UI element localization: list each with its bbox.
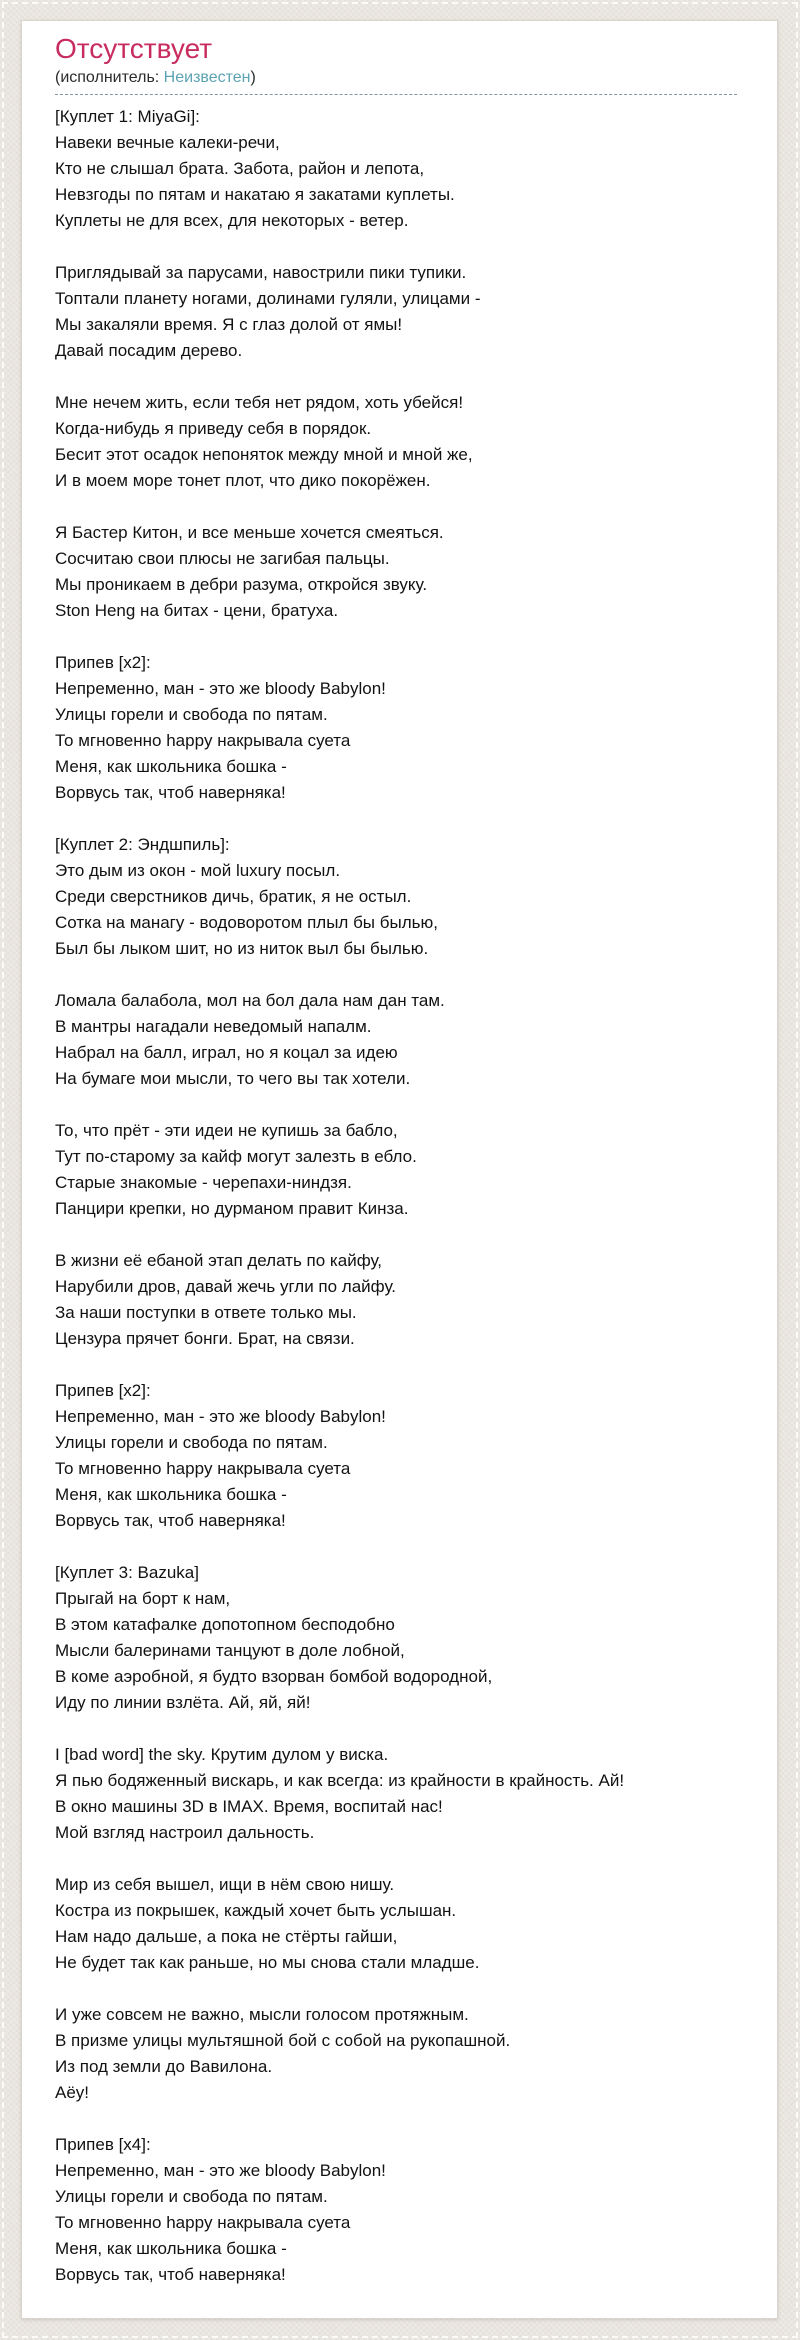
lyric-line	[55, 1352, 755, 1378]
lyric-line: Ломала балабола, мол на бол дала нам дан там.	[55, 991, 445, 1010]
lyric-line: В жизни её ебаной этап делать по кайфу,	[55, 1251, 383, 1270]
lyric-line: Аёу!	[55, 2083, 90, 2102]
lyric-line: Сосчитаю свои плюсы не загибая пальцы.	[55, 549, 390, 568]
lyric-line: Сотка на манагу - водоворотом плыл бы былью,	[55, 913, 438, 932]
lyric-line: Костра из покрышек, каждый хочет быть услышан.	[55, 1901, 457, 1920]
lyric-line	[55, 2106, 755, 2132]
lyric-line: В этом катафалке допотопном бесподобно	[55, 1615, 395, 1634]
lyric-line	[55, 234, 755, 260]
lyric-line: Был бы лыком шит, но из ниток выл бы былью.	[55, 939, 429, 958]
lyric-line: Я Бастер Китон, и все меньше хочется смеяться.	[55, 523, 444, 542]
lyric-line: Панцири крепки, но дурманом правит Кинза.	[55, 1199, 409, 1218]
lyric-line: Куплеты не для всех, для некоторых - ветер.	[55, 211, 409, 230]
lyric-line: Ворвусь так, чтоб наверняка!	[55, 2265, 286, 2284]
lyric-line: Среди сверстников дичь, братик, я не остыл.	[55, 887, 412, 906]
lyric-line: Мир из себя вышел, ищи в нём свою нишу.	[55, 1875, 395, 1894]
performer-suffix: )	[250, 69, 256, 86]
lyric-line: Улицы горели и свобода по пятам.	[55, 2187, 328, 2206]
lyric-line: Прыгай на борт к нам,	[55, 1589, 231, 1608]
lyric-line	[55, 1534, 755, 1560]
lyric-line: И в моем море тонет плот, что дико покорёжен.	[55, 471, 431, 490]
lyric-line: Давай посадим дерево.	[55, 341, 243, 360]
lyric-line: Невзгоды по пятам и накатаю я закатами куплеты.	[55, 185, 455, 204]
lyric-line	[55, 1092, 755, 1118]
lyric-line: Мой взгляд настроил дальность.	[55, 1823, 315, 1842]
lyric-line: Тут по-старому за кайф могут залезть в ебло.	[55, 1147, 417, 1166]
lyric-line	[55, 1846, 755, 1872]
lyric-line: Ворвусь так, чтоб наверняка!	[55, 1511, 286, 1530]
lyric-line: Припев [x2]:	[55, 653, 151, 672]
lyric-line	[55, 962, 755, 988]
lyric-line	[55, 364, 755, 390]
lyric-line: Улицы горели и свобода по пятам.	[55, 1433, 328, 1452]
lyric-line: [Куплет 3: Bazuka]	[55, 1563, 199, 1582]
header-divider	[55, 94, 737, 95]
lyric-line: I [bad word] the sky. Крутим дулом у виска.	[55, 1745, 389, 1764]
lyric-line: Нарубили дров, давай жечь угли по лайфу.	[55, 1277, 396, 1296]
lyric-line: Улицы горели и свобода по пятам.	[55, 705, 328, 724]
lyrics-card	[21, 20, 778, 2319]
lyric-line: В мантры нагадали неведомый напалм.	[55, 1017, 372, 1036]
lyric-line: Меня, как школьника бошка -	[55, 2239, 287, 2258]
lyric-line: Непременно, ман - это же bloody Babylon!	[55, 679, 386, 698]
lyric-line: Старые знакомые - черепахи-ниндзя.	[55, 1173, 352, 1192]
lyric-line: Непременно, ман - это же bloody Babylon!	[55, 2161, 386, 2180]
song-title: Отсутствует	[55, 33, 213, 64]
lyric-line: В окно машины 3D в IMAX. Время, воспитай нас!	[55, 1797, 443, 1816]
lyric-line: Непременно, ман - это же bloody Babylon!	[55, 1407, 386, 1426]
lyric-line	[55, 1222, 755, 1248]
lyric-line: На бумаге мои мысли, то чего вы так хотели.	[55, 1069, 411, 1088]
lyric-line: Это дым из окон - мой luxury посыл.	[55, 861, 341, 880]
lyric-line: Припев [x4]:	[55, 2135, 151, 2154]
performer-link[interactable]: Неизвестен	[163, 69, 251, 86]
lyric-line: И уже совсем не важно, мысли голосом протяжным.	[55, 2005, 469, 2024]
lyric-line: Иду по линии взлёта. Ай, яй, яй!	[55, 1693, 311, 1712]
lyric-line: За наши поступки в ответе только мы.	[55, 1303, 357, 1322]
lyric-line: В призме улицы мультяшной бой с собой на рукопашной.	[55, 2031, 511, 2050]
lyric-line: Мысли балеринами танцуют в доле лобной,	[55, 1641, 405, 1660]
lyric-line: Топтали планету ногами, долинами гуляли, улицами -	[55, 289, 481, 308]
lyric-line: Припев [x2]:	[55, 1381, 151, 1400]
lyric-line: То мгновенно happy накрывала суета	[55, 731, 351, 750]
lyric-line: Нам надо дальше, а пока не стёрты гайши,	[55, 1927, 398, 1946]
lyric-line: Когда-нибудь я приведу себя в порядок.	[55, 419, 372, 438]
lyric-line: Ворвусь так, чтоб наверняка!	[55, 783, 286, 802]
lyric-line	[55, 494, 755, 520]
lyric-line: Меня, как школьника бошка -	[55, 1485, 287, 1504]
lyrics-text	[55, 104, 755, 2288]
lyric-line	[55, 806, 755, 832]
lyric-line: Кто не слышал брата. Забота, район и лепота,	[55, 159, 425, 178]
lyric-line: Не будет так как раньше, но мы снова стали младше.	[55, 1953, 480, 1972]
lyric-line: В коме аэробной, я будто взорван бомбой водородной,	[55, 1667, 493, 1686]
lyric-line: [Куплет 1: MiyaGi]:	[55, 107, 200, 126]
lyric-line: Навеки вечные калеки-речи,	[55, 133, 280, 152]
lyric-line: То мгновенно happy накрывала суета	[55, 1459, 351, 1478]
lyric-line: [Куплет 2: Эндшпиль]:	[55, 835, 230, 854]
performer-line	[55, 68, 755, 94]
lyric-line: Набрал на балл, играл, но я коцал за идею	[55, 1043, 398, 1062]
performer-prefix: (исполнитель:	[55, 69, 164, 86]
lyric-line	[55, 1716, 755, 1742]
lyric-line: То мгновенно happy накрывала суета	[55, 2213, 351, 2232]
lyric-line	[55, 624, 755, 650]
lyric-line: Мне нечем жить, если тебя нет рядом, хоть убейся!	[55, 393, 464, 412]
lyric-line: Из под земли до Вавилона.	[55, 2057, 273, 2076]
lyric-line: Я пью бодяженный вискарь, и как всегда: из крайности в крайность. Ай!	[55, 1771, 625, 1790]
lyric-line: То, что прёт - эти идеи не купишь за бабло,	[55, 1121, 398, 1140]
lyric-line: Меня, как школьника бошка -	[55, 757, 287, 776]
lyric-line: Бесит этот осадок непоняток между мной и мной же,	[55, 445, 473, 464]
lyric-line: Ston Heng на битах - цени, братуха.	[55, 601, 339, 620]
lyric-line: Мы проникаем в дебри разума, откройся звуку.	[55, 575, 428, 594]
lyric-line: Мы закаляли время. Я с глаз долой от ямы!	[55, 315, 403, 334]
lyric-line: Цензура прячет бонги. Брат, на связи.	[55, 1329, 355, 1348]
lyric-line	[55, 1976, 755, 2002]
lyric-line: Приглядывай за парусами, навострили пики тупики.	[55, 263, 467, 282]
